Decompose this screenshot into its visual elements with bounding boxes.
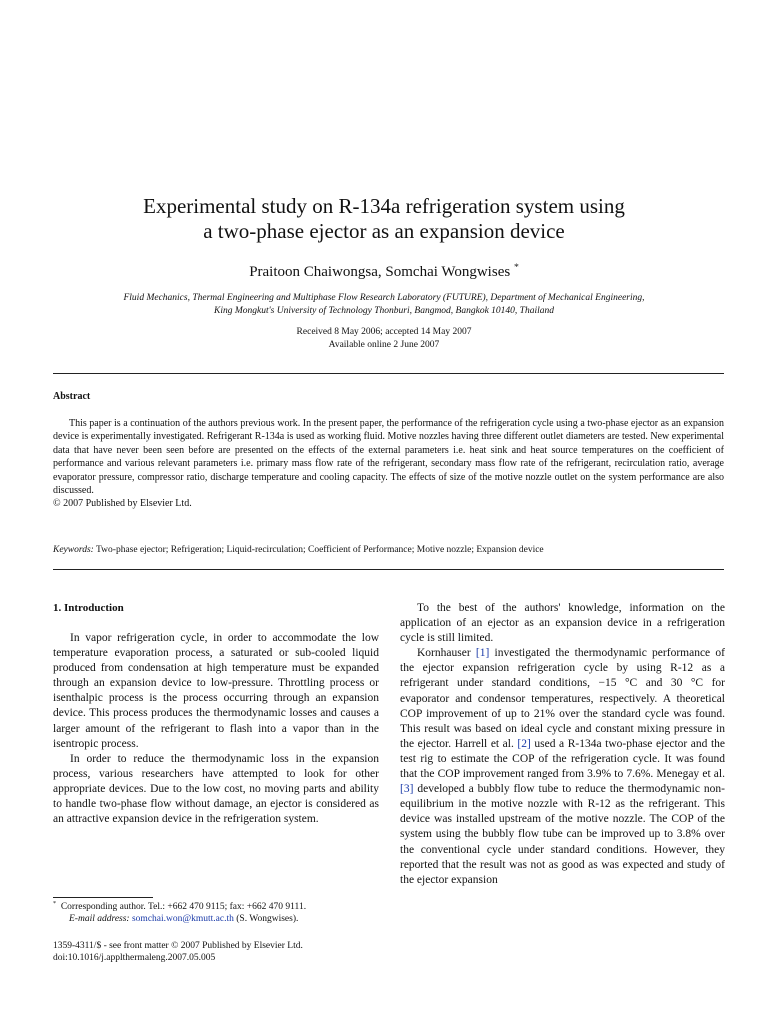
abstract-heading: Abstract bbox=[53, 391, 91, 402]
keywords bbox=[53, 545, 724, 555]
corresponding-author-text: Corresponding author. Tel.: +662 470 9115; fax: +662 470 9111. bbox=[60, 902, 307, 913]
para4-part-a: Kornhauser bbox=[417, 647, 476, 660]
email-link[interactable]: somchai.won@kmutt.ac.th bbox=[131, 913, 234, 924]
right-column bbox=[400, 601, 725, 888]
email-suffix: (S. Wongwises). bbox=[233, 913, 299, 924]
footnote-mark: * bbox=[53, 901, 57, 907]
keywords-text: Two-phase ejector; Refrigeration; Liquid-recirculation; Coefficient of Performance; Motive nozzle; Expansion device bbox=[96, 545, 544, 555]
footnote-email-line bbox=[53, 914, 379, 926]
left-column bbox=[53, 631, 379, 827]
section-heading-introduction: 1. Introduction bbox=[53, 602, 124, 614]
para4-part-c: used a R-134a two-phase ejector and the test rig to estimate the COP of the refrigeration cycle. It was found that the COP improvement ranged from 3.9% to 7.6%. Menegay et al. bbox=[400, 737, 726, 781]
reference-link-1[interactable]: [1] bbox=[475, 647, 490, 660]
affiliation bbox=[0, 292, 768, 318]
intro-paragraph-2: In order to reduce the thermodynamic loss in the expansion process, various researchers have attempted to look for other appropriate devices. Due to the low cost, no moving parts and ability to handle two-phase flow without damage, an ejector is considered as an attractive expansion device in the refrigeration system. bbox=[53, 752, 379, 826]
front-matter bbox=[53, 941, 303, 964]
reference-link-3[interactable]: [3] bbox=[400, 783, 414, 796]
abstract-copyright: © 2007 Published by Elsevier Ltd. bbox=[53, 498, 192, 510]
paper-title-line-1: Experimental study on R-134a refrigeration system using bbox=[143, 194, 625, 218]
para4-part-d: developed a bubbly flow tube to reduce the thermodynamic non-equilibrium in the motive nozzle with R-12 as the refrigerant. This device was installed upstream of the motive nozzle. The COP of the system using the bubbly flow tube can be improved up to 3.8% over the conventional cycle under standard conditions. However, they reported that the result was not as good as was expected and study of the ejector expansion bbox=[400, 783, 725, 886]
corresponding-author-mark: * bbox=[513, 262, 519, 273]
available-online-date: Available online 2 June 2007 bbox=[328, 340, 440, 350]
doi-line: doi:10.1016/j.applthermaleng.2007.05.005 bbox=[53, 952, 216, 963]
para4-part-b: investigated the thermodynamic performance of the ejector expansion refrigeration cycle by using R-12 as a refrigerant under standard conditions, −15 °C and 30 °C for evaporator and condensor temperatures, respectively. A theoretical COP improvement of up to 21% over the standard cycle was found. This result was based on ideal cycle and constant mixing pressure in the ejector. Harrell et al. bbox=[400, 647, 725, 750]
issn-line: 1359-4311/$ - see front matter © 2007 Published by Elsevier Ltd. bbox=[53, 941, 303, 951]
top-divider bbox=[53, 373, 724, 374]
keywords-label: Keywords: bbox=[53, 545, 94, 555]
article-dates bbox=[0, 326, 768, 352]
intro-paragraph-1: In vapor refrigeration cycle, in order to accommodate the low temperature evaporation process, a saturated or sub-cooled liquid produced from condensation at high temperature must be expanded through an expansion device to low-pressure. Throttling process or isenthalpic process is the process occurring through an expansion device. This process produces the thermodynamic losses and causes a larger amount of the refrigerant to flash into a vapor than in the isentropic process. bbox=[53, 632, 379, 750]
reference-link-2[interactable]: [2] bbox=[517, 737, 531, 750]
received-date: Received 8 May 2006; accepted 14 May 2007 bbox=[296, 327, 472, 337]
footnote-corresponding bbox=[53, 899, 379, 914]
affiliation-line-1: Fluid Mechanics, Thermal Engineering and Multiphase Flow Research Laboratory (FUTURE), Department of Mechanical Engineering, bbox=[123, 293, 645, 303]
abstract-body bbox=[53, 417, 724, 511]
intro-paragraph-4 bbox=[400, 646, 725, 888]
email-label: E-mail address: bbox=[69, 913, 130, 924]
footnote bbox=[53, 899, 379, 925]
authors-text: Praitoon Chaiwongsa, Somchai Wongwises bbox=[249, 264, 511, 280]
author-list bbox=[0, 262, 768, 281]
paper-title-line-2: a two-phase ejector as an expansion device bbox=[203, 219, 565, 243]
keywords-divider bbox=[53, 569, 724, 570]
footnote-divider bbox=[53, 897, 153, 898]
abstract-text: This paper is a continuation of the authors previous work. In the present paper, the performance of the refrigeration cycle using a two-phase ejector as an expansion device is experimentally investigated. Refrigerant R-134a is used as working fluid. Motive nozzles having three different outlet diameters are tested. New experimental data that have never been seen before are presented on the effects of the external parameters i.e. heat sink and heat source temperatures on the coefficient of performance and various relevant parameters i.e. primary mass flow rate of the refrigerant, secondary mass flow rate of the refrigerant, recirculation ratio, average evaporator pressure, compressor ratio, discharge temperature and cooling capacity. The effects of size of the motive nozzle outlet on the system performance are also discussed. bbox=[53, 418, 724, 497]
affiliation-line-2: King Mongkut's University of Technology Thonburi, Bangmod, Bangkok 10140, Thailand bbox=[214, 306, 554, 316]
intro-paragraph-3: To the best of the authors' knowledge, information on the application of an ejector as an expansion device in a refrigeration cycle is still limited. bbox=[400, 602, 725, 645]
